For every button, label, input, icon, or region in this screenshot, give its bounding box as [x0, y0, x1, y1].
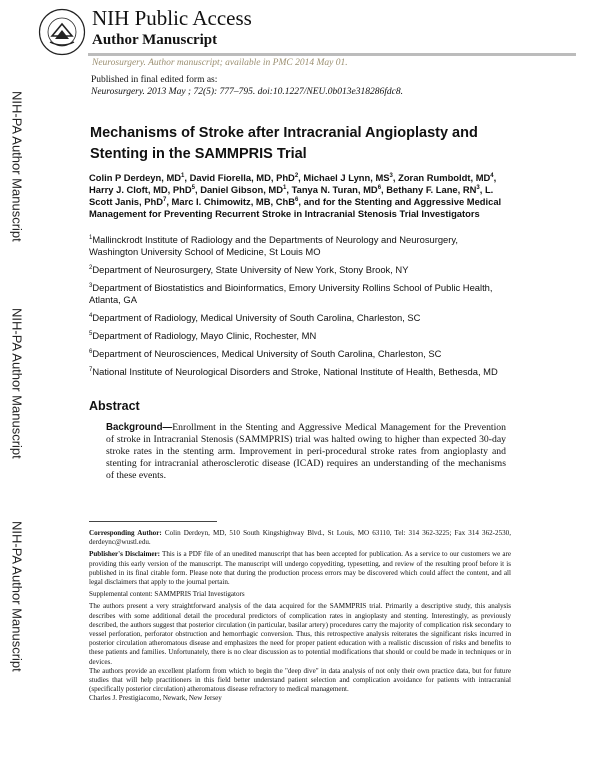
author-list	[89, 172, 509, 220]
author-group: and for the Stenting and Aggressive Medical Management for Preventing Recurrent Stroke in Intracranial Stenosis Trial Investigators	[89, 196, 502, 219]
nih-seal-icon	[38, 8, 86, 56]
author-name: Zoran Rumboldt, MD	[398, 172, 491, 183]
author-separator: ,	[166, 196, 172, 207]
side-label-2	[7, 305, 27, 461]
author-name: David Fiorella, MD, PhD	[189, 172, 295, 183]
header-title: NIH Public Access	[92, 6, 252, 30]
author-separator: ,	[286, 184, 292, 195]
side-label-text: NIH-PA Author Manuscript	[9, 307, 25, 459]
author-affiliation-mark: 1	[181, 172, 185, 179]
affiliation-mark: 3	[89, 282, 93, 289]
affiliation	[89, 234, 509, 258]
corresponding-label: Corresponding Author:	[89, 529, 162, 537]
author-separator: ,	[479, 184, 485, 195]
side-label-text: NIH-PA Author Manuscript	[9, 520, 25, 672]
affiliation-text: Department of Radiology, Mayo Clinic, Rochester, MN	[92, 330, 317, 341]
corresponding-text: Colin Derdeyn, MD, 510 South Kingshighway Blvd., St Louis, MO 63110, Tel: 314 362-3225; Fax 314 362-2530, derdeync@wustl.edu.	[89, 529, 511, 547]
affiliation	[89, 366, 509, 378]
citation-text: Neurosurgery. 2013 May ; 72(5): 777–795. doi:10.1227/NEU.0b013e318286fdc8.	[91, 87, 403, 97]
affiliation-text: Department of Neurosciences, Medical University of South Carolina, Charleston, SC	[92, 348, 442, 359]
affiliation	[89, 348, 509, 360]
affiliation	[89, 282, 509, 306]
author-name: Daniel Gibson, MD	[200, 184, 284, 195]
abstract-body	[106, 422, 506, 482]
author-affiliation-mark: 2	[294, 172, 299, 179]
disclaimer-text: This is a PDF file of an unedited manuscript that has been accepted for publication. As a service to our customers we are providing this early version of the manuscript. The manuscript will undergo copyediting, typesetting, and review of the resulting proof before it is published in its final citable form. Please note that during the production process errors may be discovered which could affect the content, and all legal disclaimers that apply to the journal pertain.	[89, 550, 512, 587]
nih-logo	[38, 8, 86, 56]
abstract-heading: Abstract	[89, 399, 140, 413]
footnote-rule	[89, 521, 217, 522]
comment-paragraph-2: The authors provide an excellent platform from which to begin the "deep dive" in data analysis of not only their own practice data, but for future studies that will help practitioners in this field better understand patient selection and complication avoidance for patients with intracranial (specifically posterior circulation) atheromatous disease refractory to medical management.	[89, 666, 511, 694]
author-name: Michael J Lynn, MS	[303, 172, 390, 183]
author-name: Colin P Derdeyn, MD	[89, 172, 182, 183]
affiliation-text: Mallinckrodt Institute of Radiology and the Departments of Neurology and Neurosurgery, Washington University School of Medicine, St Louis MO	[89, 234, 458, 257]
affiliation-mark: 2	[89, 264, 93, 271]
affiliation-mark: 7	[89, 366, 93, 373]
author-affiliation-mark: 1	[283, 184, 287, 191]
affiliation	[89, 330, 509, 342]
header-rule	[88, 53, 576, 56]
side-label-text: NIH-PA Author Manuscript	[9, 90, 25, 242]
affiliation	[89, 264, 509, 276]
side-label-1	[7, 88, 27, 244]
supplemental-content: Supplemental content: SAMMPRIS Trial Investigators	[89, 590, 245, 599]
author-separator: ,	[194, 184, 201, 195]
affiliation-mark: 6	[89, 348, 93, 355]
affiliation-text: Department of Biostatistics and Bioinformatics, Emory University Rollins School of Public Health, Atlanta, GA	[89, 282, 493, 305]
author-affiliation-mark: 7	[162, 196, 167, 203]
availability-note: Neurosurgery. Author manuscript; available in PMC 2014 May 01.	[92, 58, 348, 68]
side-label-3	[7, 518, 27, 674]
publisher-disclaimer	[89, 550, 511, 587]
affiliation-list	[89, 234, 509, 384]
author-name: Tanya N. Turan, MD	[291, 184, 378, 195]
comment-paragraph-1: The authors present a very straightforward analysis of the data acquired for the SAMMPRIS trial. Primarily a descriptive study, this analysis describes with some additional detail the procedural predictors of complication rates in angioplasty and stenting. Interestingly, as previously described, the authors suggest that posterior circulation (in particular, basilar artery) procedures carry the majority of complication risk secondary to vessel perforation, perforator obstruction and hemorrhagic conversion. Thus, this retrospective analysis reiterates the significant risks incurred in posterior circulation atheromatous disease and emphasizes the need for proper patient education with a realistic discussion of risks and benefits to these patients and families. Unfortunately, there is no clear discussion as to potential modifications that should or could be made in techniques or in devices.	[89, 602, 511, 666]
author-name: Bethany F. Lane, RN	[386, 184, 477, 195]
author-name: Marc I. Chimowitz, MB, ChB	[171, 196, 295, 207]
author-affiliation-mark: 3	[389, 172, 393, 179]
author-separator: ,	[298, 172, 304, 183]
abstract-text: Enrollment in the Stenting and Aggressive Medical Management for the Prevention of stroke in Intracranial Stenosis (SAMMPRIS) trial was halted owing to higher than expected 30-day stroke rates in the stenting arm. Improvement in peri-procedural stroke rates from angioplasty and stenting for intracranial atherosclerotic disease (ICAD) requires an understanding of the mechanisms of these events.	[106, 422, 506, 482]
affiliation-mark: 1	[89, 234, 93, 241]
author-separator: ,	[184, 172, 190, 183]
corresponding-author	[89, 529, 511, 547]
author-separator: ,	[298, 196, 304, 207]
affiliation-text: National Institute of Neurological Disorders and Stroke, National Institute of Health, Bethesda, MD	[92, 366, 498, 377]
abstract-label: Background—	[106, 422, 173, 433]
disclaimer-label: Publisher's Disclaimer:	[89, 550, 161, 559]
header-subtitle: Author Manuscript	[92, 32, 218, 48]
affiliation-mark: 4	[89, 312, 93, 319]
article-title: Mechanisms of Stroke after Intracranial Angioplasty and Stenting in the SAMMPRIS Trial	[90, 125, 478, 162]
affiliation	[89, 312, 509, 324]
author-separator: ,	[381, 184, 387, 195]
affiliation-text: Department of Neurosurgery, State University of New York, Stony Brook, NY	[92, 264, 409, 275]
author-affiliation-mark: 4	[490, 172, 494, 179]
comment-signature: Charles J. Prestigiacomo, Newark, New Jersey	[89, 694, 222, 703]
affiliation-text: Department of Radiology, Medical University of South Carolina, Charleston, SC	[92, 312, 421, 323]
affiliation-mark: 5	[89, 330, 93, 337]
author-separator: ,	[493, 172, 497, 183]
author-affiliation-mark: 5	[191, 184, 195, 191]
author-name: L. Scott Janis, PhD	[89, 184, 494, 207]
author-affiliation-mark: 6	[377, 184, 382, 191]
citation	[91, 87, 403, 97]
author-name: Harry J. Cloft, MD, PhD	[89, 184, 192, 195]
author-separator: ,	[392, 172, 399, 183]
author-affiliation-mark: 6	[295, 196, 299, 203]
author-affiliation-mark: 3	[476, 184, 480, 191]
footnotes	[89, 529, 511, 704]
published-line: Published in final edited form as:	[91, 75, 218, 85]
